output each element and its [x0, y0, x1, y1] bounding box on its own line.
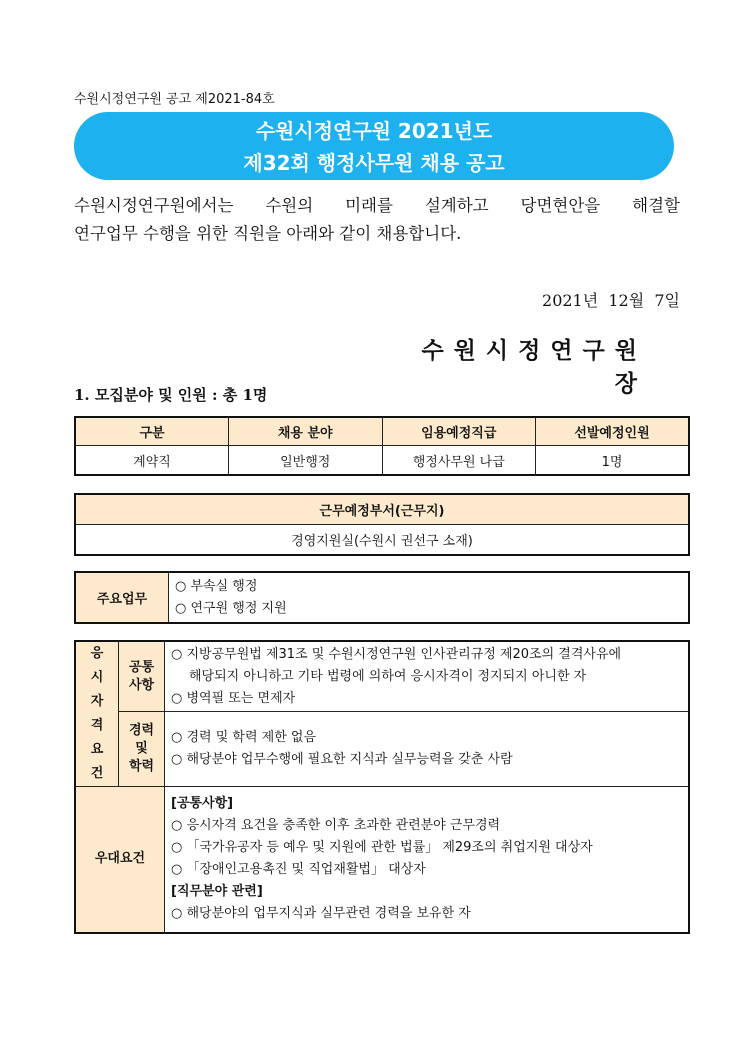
label-part: 사항 — [128, 677, 155, 693]
list-item: ○ 해당분야의 업무지식과 실무관련 경력을 보유한 자 — [171, 906, 471, 922]
notice-number: 수원시정연구원 공고 제2021-84호 — [74, 92, 275, 107]
list-item: ○ 「장애인고용촉진 및 직업재활법」 대상자 — [171, 862, 426, 878]
table-cell: 행정사무원 나급 — [382, 446, 536, 476]
table-cell: 계약직 — [75, 446, 229, 476]
qualification-table — [74, 640, 690, 934]
header-char: 격 — [90, 718, 104, 733]
intro-paragraph — [74, 192, 680, 248]
intro-word: 해결할 — [632, 196, 680, 215]
list-item: ○ 병역필 또는 면제자 — [171, 690, 296, 706]
list-item-continued: 해당되지 아니하고 기타 법령에 의하여 응시자격이 정지되지 아니한 자 — [189, 668, 587, 684]
duties-header: 주요업무 — [75, 572, 169, 623]
preference-header: 우대요건 — [75, 787, 165, 933]
label-part: 학력 — [128, 759, 155, 775]
common-requirements — [165, 641, 690, 712]
qualification-header — [75, 641, 119, 787]
list-item: ○ 경력 및 학력 제한 없음 — [171, 730, 317, 746]
career-label — [119, 712, 165, 787]
intro-word: 미래를 — [345, 196, 393, 215]
dept-table — [74, 493, 690, 556]
preference-list — [165, 787, 690, 933]
notice-date: 2021년 12월 7일 — [542, 291, 680, 310]
intro-word: 설계하고 — [424, 196, 489, 215]
intro-word: 수원의 — [265, 196, 314, 215]
list-item: ○ 「국가유공자 등 예우 및 지원에 관한 법률」 제29조의 취업지원 대상자 — [171, 840, 593, 856]
list-item: ○ 부속실 행정 — [175, 578, 258, 594]
intro-line2: 연구업무 수행을 위한 직원을 아래와 같이 채용합니다. — [74, 224, 462, 243]
col-header: 선발예정인원 — [536, 417, 690, 446]
header-char: 응 — [90, 646, 104, 661]
col-header: 채용 분야 — [229, 417, 383, 446]
label-part: 경력 — [128, 723, 155, 739]
preference-job-title: [직무분야 관련] — [171, 884, 263, 900]
label-part: 공통 — [128, 659, 155, 675]
recruit-table — [74, 416, 690, 476]
header-char: 요 — [90, 742, 104, 757]
duties-table — [74, 571, 690, 624]
header-char: 건 — [90, 766, 104, 781]
label-part: 및 — [135, 741, 148, 757]
banner-title-line2: 제32회 행정사무원 채용 공고 — [243, 151, 505, 175]
col-header: 구분 — [75, 417, 229, 446]
career-requirements — [165, 712, 690, 787]
list-item: ○ 지방공무원법 제31조 및 수원시정연구원 인사관리규정 제20조의 결격사유에 — [171, 646, 622, 662]
section1-title: 1. 모집분야 및 인원 : 총 1명 — [74, 386, 268, 404]
common-label — [119, 641, 165, 712]
dept-header: 근무예정부서(근무지) — [75, 494, 689, 525]
list-item: ○ 해당분야 업무수행에 필요한 지식과 실무능력을 갖춘 사람 — [171, 752, 513, 768]
table-cell: 1명 — [536, 446, 690, 476]
banner-title-line1: 수원시정연구원 2021년도 — [255, 119, 493, 143]
intro-word: 수원시정연구원에서는 — [74, 196, 234, 215]
list-item: ○ 연구원 행정 지원 — [175, 600, 287, 616]
list-item: ○ 응시자격 요건을 충족한 이후 초과한 관련분야 근무경력 — [171, 818, 501, 834]
dept-value: 경영지원실(수원시 권선구 소재) — [75, 525, 689, 556]
table-row — [75, 446, 689, 476]
intro-word: 당면현안을 — [520, 196, 601, 215]
col-header: 임용예정직급 — [382, 417, 536, 446]
title-banner — [74, 112, 674, 180]
duties-list — [169, 572, 690, 623]
preference-common-title: [공통사항] — [171, 796, 234, 812]
header-char: 자 — [90, 694, 104, 709]
table-cell: 일반행정 — [229, 446, 383, 476]
table-header-row — [75, 417, 689, 446]
header-char: 시 — [90, 670, 104, 685]
issuer-name: 수원시정연구원장 — [421, 337, 647, 397]
